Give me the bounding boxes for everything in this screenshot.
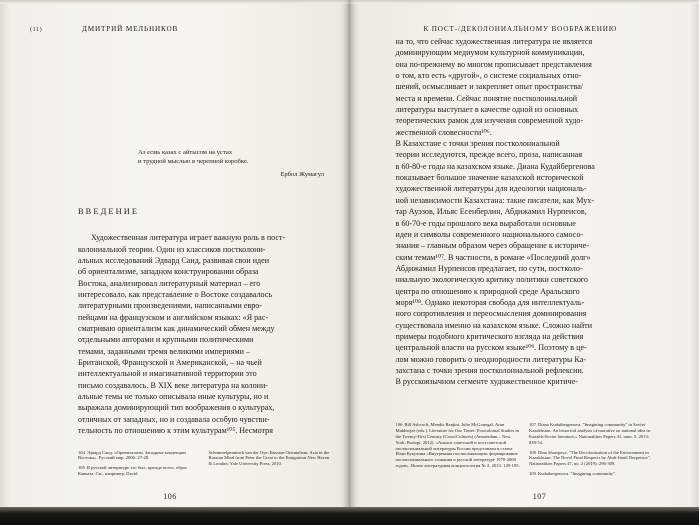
body-line: интересовало, как представление о Востоке создавалось — [78, 289, 273, 299]
body-line: литературными произведениями, написанными евро- — [78, 301, 263, 311]
body-line: письмо создавалось. В XIX веке литература на колони- — [78, 380, 269, 390]
body-line: отдельными авторами и крупными политическими — [78, 335, 254, 345]
left-footnotes — [78, 450, 330, 481]
footnote-109-text: Kudaibergenova. "Imagining community". — [537, 471, 617, 477]
body-line: жественной словесности¹⁰⁶. — [395, 127, 492, 137]
body-line: она по-прежнему во многом прописывает представления — [395, 59, 592, 69]
book-bottom-edge — [0, 507, 699, 525]
body-line: Художественная литература играет важную роль в пост- — [91, 233, 286, 243]
footnote-107-text: Diana Kudaibergenova. "Imagining community" in Soviet Kazakhstan. An historical analysis of narrative on national idea in Kazakh-Soviet literature,» Nationalities Papers 41, num. 5, 2013: 839-54. — [529, 422, 650, 445]
body-line: сматриваю ориентализм как динамический обмен между — [78, 323, 275, 333]
body-line: пейцами на французском и английском языках: «Я рас- — [78, 312, 269, 322]
body-line: идеи и символы современного национального самосо- — [395, 229, 584, 239]
body-line: существовала именно на казахском языке. Сложно найти — [395, 320, 593, 330]
footnote-104 — [78, 450, 200, 462]
body-line: теории исследуются, прежде всего, проза, написанная — [395, 150, 583, 160]
right-page-number: 107 — [532, 492, 547, 501]
footnote-105-continued-text: Schimmelpenninck van der Oye. Russian Orientalism: Asia in the Russian Mind from Peter the Great to the Emigration New Haven & London: Yale University Press, 2010. — [208, 449, 330, 467]
footnote-109-number: 109 — [529, 471, 536, 477]
left-footnote-column-1 — [78, 450, 200, 481]
right-text-column — [396, 36, 648, 388]
body-line: показывает большое значение казахской исторической — [395, 173, 584, 183]
body-line: на то, что сейчас художественная литература не является — [395, 37, 593, 46]
body-line: ного сопротивления и переосмысления доминирования — [395, 309, 587, 319]
body-line: примеры подобного критического взгляда на действия — [395, 331, 584, 341]
footnote-105-number: 105 — [78, 465, 85, 471]
footnote-108-text: Dina Sharipova. "The Decolonization of the Environment in Kazakhstan: The Novel Final Respects by Abdi-Jamil Nurpeisov", Nationalities Papers 47, no. 2 (2019): 296-309. — [529, 449, 651, 467]
body-line: захстана с точки зрения постколониальной рефлексии. — [395, 365, 584, 375]
page-top-edge — [0, 0, 699, 4]
epigraph-attribution: Ербол Жумагул — [280, 170, 324, 178]
footnote-108-number: 108 — [529, 449, 536, 455]
epigraph-line-1: Аз есмь казах с айтысом на устах — [138, 149, 233, 156]
right-footnote-column-1 — [396, 422, 521, 481]
footnote-107-number: 107 — [529, 422, 536, 428]
body-line: ским темам¹⁰⁷. В частности, в романе «Последний долг» — [395, 252, 591, 262]
body-line: художественной литературы для идеологии националь- — [395, 184, 587, 194]
footnote-106-text: Bill Ashcroft, Mendis Ranjini, Julie McGonegal, Arun Mukherjee (eds.). Literature for Our Times: Postcolonial Studies in the Twenty-First Century (Cross/Cultures) (Amsterdam – New York: Rodopi, 2012). «Анализ советской и постсоветской постколониальной литературы России представлен в статье Илаи Кукулина «Внутренняя постколонизация: формирование постколониального сознания в русской литературе 1970-2000 годов», Новое литературная концептология № 2, 2013: 149-185. — [395, 422, 520, 469]
footnote-105-continued — [209, 450, 331, 468]
footnote-109 — [529, 471, 654, 477]
body-line: ниальную экологическую критику политики советского — [395, 275, 588, 285]
left-running-head-title: ДМИТРИЙ МЕЛЬНИКОВ — [82, 25, 179, 33]
right-page — [350, 0, 699, 525]
footnote-105 — [78, 465, 200, 477]
body-line: в 60-80-е годы на казахском языке. Диана Кудайбергенова — [395, 161, 595, 171]
body-line: знания – главным образом через обращение к историче- — [395, 241, 589, 251]
body-line: моря¹⁰⁸. Однако некоторая свобода для интеллектуаль- — [395, 297, 585, 307]
body-line: интеллектуальной и имагинативной территории это — [78, 369, 257, 379]
footnote-106 — [396, 422, 521, 469]
body-line: темами, заданными тремя великими империями – — [78, 346, 250, 356]
body-line: Востока, анализировал литературный материал – его — [78, 278, 261, 288]
body-line: шений, осмысливает и закрепляет опыт пространства/ — [395, 82, 584, 92]
right-footnote-column-2 — [529, 422, 654, 481]
footnote-105-text: В русской литературе это был, прежде всего, образ Кавказа. См., например, David — [78, 465, 187, 477]
left-body-text — [78, 232, 330, 436]
left-folio-bracket: (11) — [30, 26, 42, 33]
right-body-text — [396, 36, 648, 388]
footnote-104-number: 104 — [78, 449, 85, 455]
left-text-column — [78, 148, 330, 436]
epigraph — [78, 148, 330, 179]
body-line: тельность по отношению к этим культурам¹⁰⁵. Несмотря — [78, 426, 273, 436]
body-line: теоретических рамок для изучения современной худо- — [395, 116, 584, 126]
footnote-107 — [529, 422, 654, 445]
left-page-number: 106 — [163, 492, 177, 501]
body-line: альные темы не только описывала иные культуры, но и — [78, 392, 269, 402]
body-line: В Казахстане с точки зрения постколониальной — [395, 139, 560, 149]
right-footnotes — [396, 422, 654, 481]
body-line: о том, кто есть «другой», о системе социальных отно- — [395, 71, 582, 81]
body-line: отличных от западных, но и создавала особую чувстви- — [78, 414, 270, 424]
epigraph-line-2: и трудной мыслью в черепной коробке. — [138, 158, 249, 166]
left-running-head — [30, 22, 328, 36]
body-line: колониальной теории. Один из классиков постколони- — [78, 244, 266, 254]
body-line: литературы выступает в качестве одной из основных — [395, 105, 579, 115]
body-line: в 60-70-е годы прошлого века выработали основные — [395, 218, 576, 228]
body-line: центра по отношению к природной среде Аральского — [395, 286, 580, 296]
body-line: об ориентализме, западном конструировании образа — [78, 267, 259, 277]
body-line: ной независимости Казахстана: такие писатели, как Мух- — [395, 195, 595, 205]
body-line: Британской, Французской и Американской, – на чьей — [78, 358, 262, 367]
body-line: выражала доминирующий тип воображения о культурах, — [78, 403, 275, 413]
body-line: доминирующим медиумом культурной коммуникации, — [395, 48, 585, 58]
body-line: В русскоязычном сегменте художественное критиче- — [395, 377, 578, 387]
section-title: ВВЕДЕНИЕ — [78, 207, 140, 217]
body-line: Абдижамил Нурпеисов предлагает, по сути, постколо- — [395, 263, 583, 273]
body-line: тар Ауэзов, Ильяс Есенберлин, Абдижамил Нурпеисов, — [395, 207, 587, 217]
body-line: места и времени. Сейчас понятие постколониальной — [395, 93, 578, 103]
footnote-106-number: 106 — [395, 422, 403, 428]
left-footnote-column-2 — [209, 450, 331, 481]
footnote-104-text: Эдвард Саид. «Ориентализм. Западные концепции Востока». Русский мир, 2006: 27-28. — [78, 449, 186, 461]
footnote-108 — [529, 450, 654, 468]
body-line: альных исследований Эдвард Саид, развивая свои идеи — [78, 255, 270, 265]
body-line: лом можно говорить о неоднородности литературы Ка- — [395, 354, 586, 364]
body-line: центральной власти на русском языке¹⁰⁹. Поэтому в це- — [395, 343, 587, 353]
right-running-head: К ПОСТ-/ДЕКОЛОНИАЛЬНОМУ ВООБРАЖЕНИЮ — [423, 25, 618, 33]
